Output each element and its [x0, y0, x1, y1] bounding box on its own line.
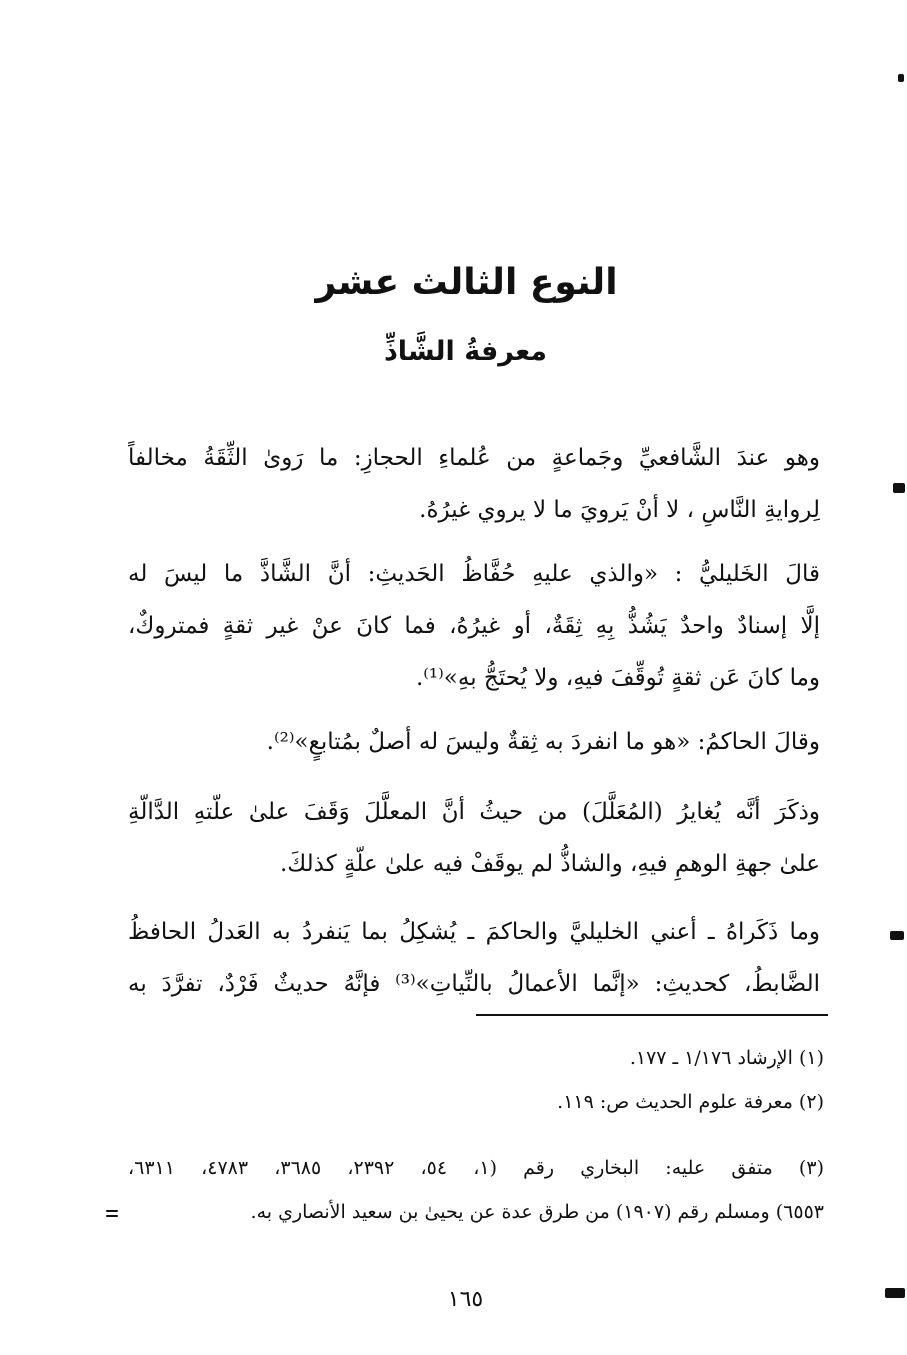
paragraph-5-line-2: الضَّابطُ، كحديثِ: «إنَّما الأعمالُ بالنِّياتِ»⁽³⁾ فإنَّهُ حديثٌ فَرْدٌ، تفرَّدَ به — [128, 971, 820, 997]
footnote-3-line-1: (٣) متفق عليه: البخاري رقم (١، ٥٤، ٢٣٩٢، ٣٦٨٥، ٤٧٨٣، ٦٣١١، — [128, 1157, 824, 1179]
footnote-3-line-2: ٦٥٥٣) ومسلم رقم (١٩٠٧) من طرق عدة عن يحيىٰ بن سعيد الأنصاري به. — [250, 1201, 824, 1223]
scan-speck — [106, 1215, 118, 1217]
scan-speck — [885, 1288, 905, 1298]
scan-speck — [898, 74, 904, 82]
paragraph-4-line-1: وذكَرَ أنَّه يُغايرُ (المُعَلَّلَ) من حيثُ أنَّ المعلَّلَ وَقَفَ علىٰ علّتهِ الدَّالّةِ — [128, 799, 820, 825]
paragraph-1-line-2: لِروايةِ النَّاسِ ، لا أنْ يَرويَ ما لا يروي غيرُهُ. — [419, 497, 820, 523]
footnote-1: (١) الإرشاد ١/١٧٦ ـ ١٧٧. — [629, 1047, 824, 1069]
paragraph-2-line-1: قالَ الخَليليُّ : «والذي عليهِ حُفَّاظُ الحَديثِ: أنَّ الشَّاذَّ ما ليسَ له — [128, 561, 820, 587]
paragraph-2-line-3: وما كانَ عَن ثقةٍ تُوقِّفَ فيهِ، ولا يُحتَجُّ بهِ»⁽¹⁾. — [415, 665, 820, 691]
paragraph-3-line-1: وقالَ الحاكمُ: «هو ما انفردَ به ثِقةٌ وليسَ له أصلٌ بمُتابعٍ»⁽²⁾. — [266, 729, 820, 755]
footnote-2: (٢) معرفة علوم الحديث ص: ١١٩. — [557, 1091, 824, 1113]
paragraph-2-line-2: إلَّا إسنادٌ واحدٌ يَشُذُّ بِهِ ثِقَةٌ، أو غيرُهُ، فما كانَ عنْ غير ثقةٍ فمتروكٌ، — [128, 613, 820, 639]
scan-speck — [890, 931, 904, 940]
paragraph-1-line-1: وهو عندَ الشَّافعيِّ وجَماعةٍ من عُلماءِ الحجازِ: ما رَوىٰ الثِّقَةُ مخالفاً — [128, 445, 820, 471]
paragraph-5-line-1: وما ذَكَراهُ ـ أعني الخليليَّ والحاكمَ ـ يُشكِلُ بما يَنفردُ به العَدلُ الحافظُ — [128, 919, 820, 945]
chapter-subtitle: معرفةُ الشَّاذِّ — [383, 336, 548, 367]
chapter-title: النوع الثالث عشر — [315, 262, 618, 303]
footnote-separator — [476, 1014, 828, 1016]
scan-speck — [893, 483, 905, 493]
page-number: ١٦٥ — [447, 1287, 484, 1312]
paragraph-4-line-2: علىٰ جهةِ الوهمِ فيهِ، والشاذُّ لم يوقَفْ فيه علىٰ علّةٍ كذلكَ. — [279, 851, 820, 877]
scan-speck — [106, 1210, 118, 1212]
